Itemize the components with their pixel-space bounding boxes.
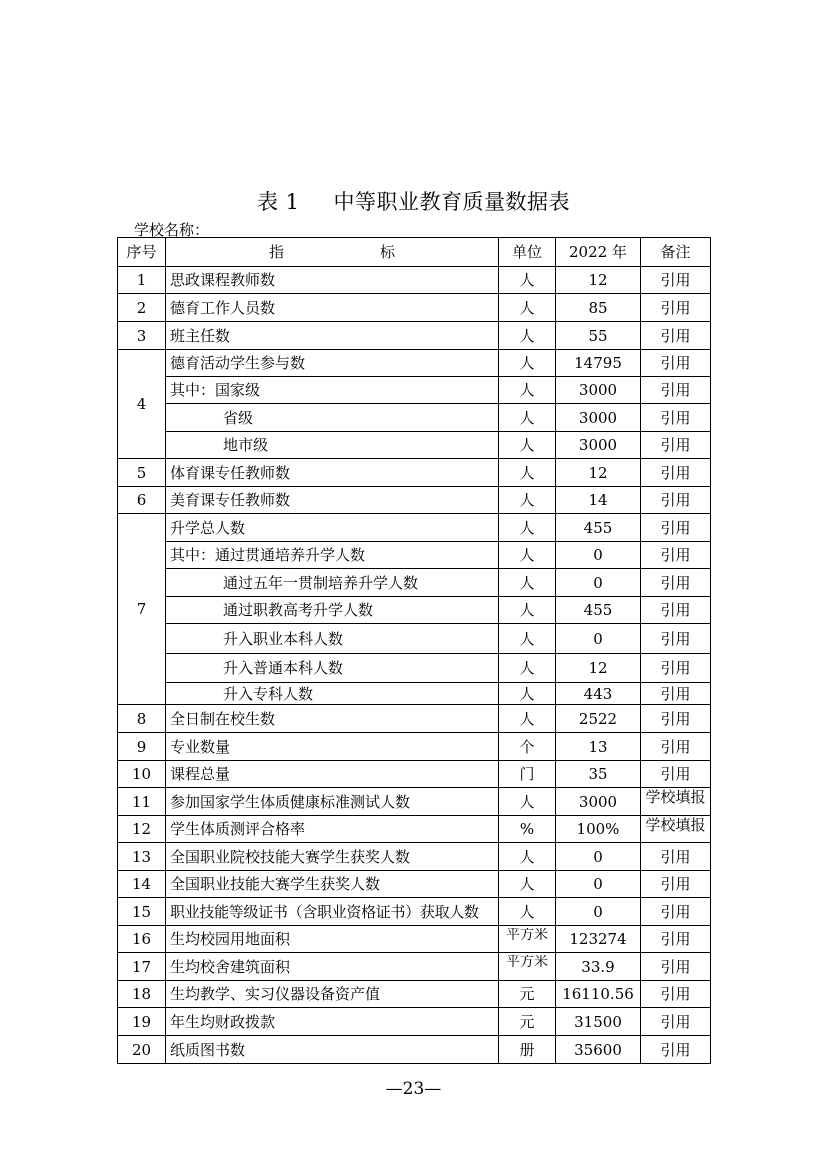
row-unit: 人 [499,624,556,654]
row-note: 引用 [641,1036,711,1064]
row-seq: 12 [118,816,166,843]
row-unit: 人 [499,350,556,377]
row-note: 学校填报 [641,788,711,816]
row-note: 引用 [641,597,711,624]
table-row [118,294,711,322]
table-row [118,871,711,898]
row-unit: 人 [499,898,556,926]
row-seq: 5 [118,459,166,487]
row-value: 14795 [556,350,641,377]
row-note: 引用 [641,843,711,871]
row-seq: 20 [118,1036,166,1064]
row-value: 35600 [556,1036,641,1064]
row-unit: 人 [499,683,556,705]
row-unit: 人 [499,654,556,683]
row-seq: 18 [118,981,166,1008]
row-value: 0 [556,871,641,898]
row-indicator: 专业数量 [166,733,499,761]
table-row [118,377,711,404]
row-indicator: 思政课程教师数 [166,267,499,294]
header-note: 备注 [641,238,711,267]
row-note: 引用 [641,404,711,432]
row-indicator: 班主任数 [166,322,499,350]
row-indicator: 省级 [166,404,499,432]
row-unit: 人 [499,404,556,432]
table-row [118,1008,711,1036]
row-indicator: 生均校园用地面积 [166,926,499,953]
row-value: 3000 [556,432,641,459]
page-number: —23— [385,1079,442,1099]
table-row [118,898,711,926]
row-seq: 1 [118,267,166,294]
row-value: 2522 [556,705,641,733]
row-seq: 16 [118,926,166,953]
table-row [118,459,711,487]
row-seq: 17 [118,953,166,981]
row-unit: 人 [499,788,556,816]
table-row [118,788,711,816]
table-row [118,733,711,761]
row-note: 引用 [641,926,711,953]
row-indicator: 参加国家学生体质健康标准测试人数 [166,788,499,816]
row-seq: 2 [118,294,166,322]
row-unit: 平方米 [499,953,556,981]
row-unit: 元 [499,1008,556,1036]
row-value: 33.9 [556,953,641,981]
row-value: 3000 [556,377,641,404]
row-value: 12 [556,654,641,683]
table-row [118,981,711,1008]
table-row [118,542,711,569]
row-note: 引用 [641,733,711,761]
row-note: 引用 [641,322,711,350]
table-row [118,654,711,683]
row-seq: 4 [118,350,166,459]
table-row [118,404,711,432]
row-unit: % [499,816,556,843]
row-value: 12 [556,267,641,294]
row-value: 100% [556,816,641,843]
row-value: 0 [556,898,641,926]
header-year: 2022 年 [556,238,641,267]
row-seq: 15 [118,898,166,926]
row-note: 引用 [641,487,711,514]
row-value: 31500 [556,1008,641,1036]
header-unit: 单位 [499,238,556,267]
row-note: 引用 [641,294,711,322]
table-row [118,597,711,624]
row-note: 引用 [641,459,711,487]
row-note: 引用 [641,267,711,294]
row-value: 123274 [556,926,641,953]
row-value: 55 [556,322,641,350]
table-row [118,487,711,514]
row-indicator: 升入职业本科人数 [166,624,499,654]
row-unit: 人 [499,705,556,733]
row-indicator: 年生均财政拨款 [166,1008,499,1036]
row-indicator: 美育课专任教师数 [166,487,499,514]
row-indicator: 课程总量 [166,761,499,788]
row-unit: 人 [499,294,556,322]
table-row [118,705,711,733]
row-unit: 个 [499,733,556,761]
row-value: 0 [556,843,641,871]
row-unit: 人 [499,542,556,569]
row-unit: 人 [499,459,556,487]
row-note: 引用 [641,898,711,926]
table-title [0,186,827,216]
row-indicator: 德育工作人员数 [166,294,499,322]
row-note: 引用 [641,350,711,377]
row-indicator: 职业技能等级证书（含职业资格证书）获取人数 [166,898,499,926]
row-unit: 人 [499,432,556,459]
table-row [118,816,711,843]
table-name: 中等职业教育质量数据表 [333,190,571,214]
row-indicator: 全国职业技能大赛学生获奖人数 [166,871,499,898]
row-note: 引用 [641,871,711,898]
row-unit: 人 [499,487,556,514]
table-row [118,569,711,597]
row-value: 35 [556,761,641,788]
table-row [118,322,711,350]
row-indicator: 学生体质测评合格率 [166,816,499,843]
header-indicator: 指 标 [166,238,499,267]
row-seq: 10 [118,761,166,788]
row-indicator: 全国职业院校技能大赛学生获奖人数 [166,843,499,871]
row-note: 引用 [641,432,711,459]
row-note: 引用 [641,654,711,683]
row-seq: 6 [118,487,166,514]
row-note: 引用 [641,683,711,705]
row-value: 455 [556,597,641,624]
row-unit: 人 [499,267,556,294]
row-seq: 11 [118,788,166,816]
row-indicator: 地市级 [166,432,499,459]
row-seq: 8 [118,705,166,733]
table-header-row [118,238,711,267]
row-unit: 元 [499,981,556,1008]
row-indicator: 通过职教高考升学人数 [166,597,499,624]
table-row [118,953,711,981]
table-row [118,843,711,871]
row-seq: 3 [118,322,166,350]
table-row [118,1036,711,1064]
row-note: 引用 [641,705,711,733]
row-indicator: 升学总人数 [166,514,499,542]
row-value: 12 [556,459,641,487]
row-note: 引用 [641,542,711,569]
row-indicator: 升入专科人数 [166,683,499,705]
row-value: 16110.56 [556,981,641,1008]
row-note: 引用 [641,377,711,404]
row-unit: 人 [499,843,556,871]
header-seq: 序号 [118,238,166,267]
row-value: 3000 [556,404,641,432]
row-seq: 13 [118,843,166,871]
row-note: 引用 [641,761,711,788]
row-unit: 人 [499,514,556,542]
row-indicator: 其中：国家级 [166,377,499,404]
row-note: 引用 [641,514,711,542]
row-value: 3000 [556,788,641,816]
school-name-label: 学校名称： [134,221,210,239]
table-number: 表 1 [256,190,300,214]
row-seq: 7 [118,514,166,705]
row-unit: 人 [499,377,556,404]
row-seq: 9 [118,733,166,761]
row-note: 引用 [641,953,711,981]
row-unit: 人 [499,597,556,624]
row-indicator: 德育活动学生参与数 [166,350,499,377]
row-seq: 14 [118,871,166,898]
row-indicator: 纸质图书数 [166,1036,499,1064]
row-note: 引用 [641,981,711,1008]
row-value: 0 [556,569,641,597]
quality-data-table [117,237,711,1064]
row-indicator: 通过五年一贯制培养升学人数 [166,569,499,597]
row-value: 13 [556,733,641,761]
row-value: 0 [556,624,641,654]
row-value: 443 [556,683,641,705]
table-row [118,624,711,654]
table-row [118,761,711,788]
table-row [118,432,711,459]
row-indicator: 全日制在校生数 [166,705,499,733]
row-unit: 门 [499,761,556,788]
row-value: 455 [556,514,641,542]
row-value: 85 [556,294,641,322]
table-row [118,267,711,294]
row-indicator: 升入普通本科人数 [166,654,499,683]
row-unit: 人 [499,322,556,350]
row-unit: 册 [499,1036,556,1064]
row-value: 0 [556,542,641,569]
row-note: 引用 [641,569,711,597]
row-seq: 19 [118,1008,166,1036]
row-indicator: 生均教学、实习仪器设备资产值 [166,981,499,1008]
table-row [118,926,711,953]
row-indicator: 其中：通过贯通培养升学人数 [166,542,499,569]
row-note: 学校填报 [641,816,711,843]
row-indicator: 生均校舍建筑面积 [166,953,499,981]
table-row [118,514,711,542]
row-indicator: 体育课专任教师数 [166,459,499,487]
row-value: 14 [556,487,641,514]
table-row [118,683,711,705]
row-note: 引用 [641,1008,711,1036]
row-unit: 人 [499,871,556,898]
table-row [118,350,711,377]
row-note: 引用 [641,624,711,654]
row-unit: 平方米 [499,926,556,953]
row-unit: 人 [499,569,556,597]
